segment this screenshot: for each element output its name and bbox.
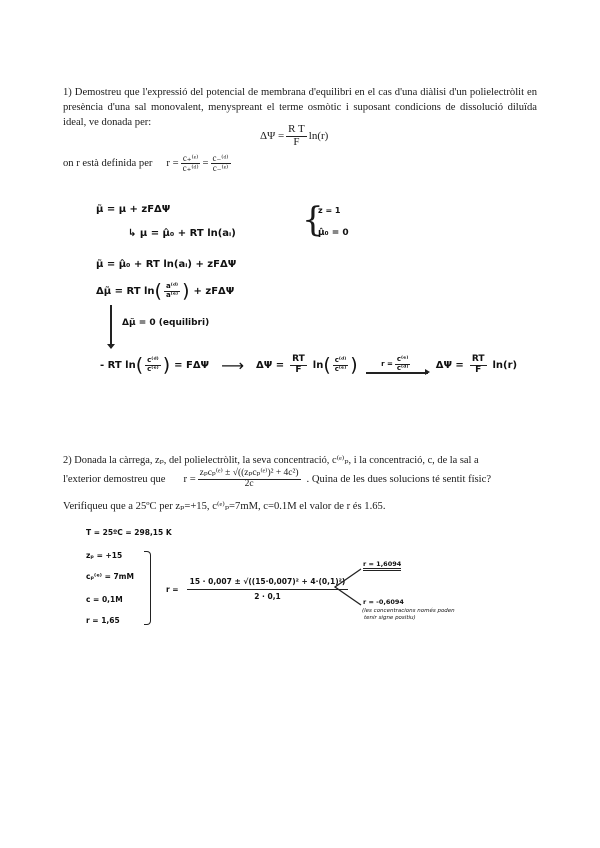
given-c: c = 0,1M	[86, 595, 123, 604]
open-paren: (	[135, 354, 144, 376]
problem1-statement: 1) Demostreu que l'expressió del potencial de membrana d'equilibri en el cas d'una diàlisi d'un polielectròlit en presència d'una sal monovalent, menyspreant el terme osmòtic i suposant condicions de dissolució diluïda ideal, ve donada per:	[63, 87, 537, 128]
fraction-numerator: c₊⁽ᵉ⁾	[182, 153, 199, 163]
formula-numerator: R T	[288, 123, 305, 135]
definition-fraction-1	[181, 154, 201, 174]
line2-suffix: . Quina de les dues solucions té sentit físic?	[306, 473, 492, 485]
problem2-line1: 2) Donada la càrrega, zₚ, del polielectròlit, la seva concentració, c⁽ᵉ⁾ₚ, i la concentració, c, de la sal a	[63, 455, 479, 466]
solution1-line3: μ̃ = μ̂₀ + RT ln(aᵢ) + zFΔΨ	[96, 259, 237, 270]
temperature: T = 25ºC = 298,15 K	[86, 528, 172, 537]
problem2-line2	[63, 469, 537, 490]
sign-note-line1: (les concentracions només poden	[362, 608, 455, 614]
formula-tail: ln(r)	[308, 130, 329, 143]
branch-icon	[333, 567, 363, 607]
fraction-numerator: RT	[471, 354, 485, 365]
line4-tail: + zFΔΨ	[193, 285, 235, 297]
fraction-numerator: c⁽ᵉ⁾	[396, 355, 409, 364]
line5-c-tail: ln(r)	[492, 359, 518, 371]
fraction-denominator: c₊⁽ᵈ⁾	[182, 163, 199, 174]
open-paren: (	[323, 354, 331, 376]
equilibrium-note: Δμ̃ = 0 (equilibri)	[122, 318, 210, 328]
arrow-label-fraction	[395, 356, 411, 372]
formula-fraction	[286, 124, 307, 148]
result-positive	[363, 560, 401, 568]
fraction-numerator: zₚcₚ⁽ᵉ⁾ ± √((zₚcₚ⁽ᵉ⁾)² + 4c²)	[199, 468, 299, 478]
fraction-denominator: c⁽ᵉ⁾	[334, 364, 347, 373]
solution1-line5	[100, 354, 517, 376]
givens-brace	[144, 551, 151, 625]
line4-lhs: Δμ̃ = RT ln	[96, 285, 155, 297]
formula-lhs: ΔΨ =	[260, 130, 285, 143]
substitution-arrow	[366, 356, 428, 373]
given-zp: zₚ = +15	[86, 551, 123, 560]
fraction-denominator: c⁽ᵉ⁾	[147, 364, 159, 373]
formula-r: r =	[183, 473, 196, 485]
given-cp: cₚ⁽ᵉ⁾ = 7mM	[86, 572, 134, 581]
sign-note-line2: tenir signe positiu)	[364, 615, 416, 621]
fraction-numerator: 15 · 0,007 ± √((15·0,007)² + 4·(0,1)²)	[187, 578, 349, 590]
line5-a: - RT ln	[100, 359, 136, 371]
definition-r: r =	[166, 158, 179, 170]
rt-over-f	[290, 355, 307, 375]
fraction-denominator: 2c	[244, 478, 254, 489]
fraction-denominator: c⁽ᵈ⁾	[396, 363, 409, 372]
numeric-fraction	[187, 578, 349, 601]
equilibrium-arrow-head	[107, 344, 115, 349]
fraction-numerator: RT	[292, 354, 305, 365]
fraction-numerator: c₋⁽ᵈ⁾	[212, 153, 229, 163]
conc-fraction-a	[145, 357, 161, 373]
problem2-line3: Verifiqueu que a 25ºC per zₚ=+15, c⁽ᵉ⁾ₚ=7mM, c=0.1M el valor de r és 1.65.	[63, 501, 386, 512]
conditions-brace: {	[302, 200, 324, 240]
formula-denominator: F	[293, 135, 300, 148]
solution1-line4	[96, 280, 234, 302]
fraction-denominator: F	[475, 364, 482, 375]
rt-over-f-final	[470, 355, 487, 375]
close-paren: )	[162, 354, 171, 376]
right-arrow-icon	[366, 372, 428, 374]
fraction-denominator: F	[295, 364, 302, 375]
solution1-line1: μ̃ = μ + zFΔΨ	[96, 204, 171, 215]
fraction-denominator: c₋⁽ᵉ⁾	[212, 163, 229, 174]
conc-fraction-b	[333, 357, 349, 373]
fraction-numerator: c⁽ᵈ⁾	[334, 356, 347, 365]
fraction-numerator: c⁽ᵈ⁾	[147, 356, 159, 365]
arrow-label	[381, 356, 412, 372]
definition-fraction-2	[211, 154, 231, 174]
arrow-label-r: r =	[381, 360, 393, 369]
result-positive-value: r = 1,6094	[363, 560, 401, 571]
line5-b: ΔΨ =	[256, 359, 285, 371]
condition-mu0: μ̂₀ = 0	[318, 228, 349, 238]
r-definition	[63, 154, 233, 174]
line5-a-tail: = FΔΨ	[174, 359, 210, 371]
fraction-denominator: a⁽ᵉ⁾	[165, 290, 179, 299]
formula-r: r =	[166, 584, 179, 594]
definition-equals: =	[202, 158, 209, 170]
open-paren: (	[154, 280, 162, 302]
right-arrow-icon: ⟶	[221, 355, 244, 375]
condition-z: z = 1	[318, 206, 341, 215]
equilibrium-arrow-line	[110, 305, 112, 348]
ln-label: ln	[312, 359, 324, 371]
quadratic-fraction	[198, 469, 301, 490]
definition-prefix: on r està definida per	[63, 158, 153, 170]
given-r: r = 1,65	[86, 616, 120, 625]
activity-fraction	[164, 283, 180, 299]
result-negative: r = -0,6094	[363, 598, 404, 606]
close-paren: )	[350, 354, 358, 376]
numeric-formula	[166, 578, 350, 601]
problem1-formula	[260, 124, 328, 148]
line2-prefix: l'exterior demostreu que	[63, 473, 166, 485]
close-paren: )	[182, 280, 190, 302]
solution1-line2: ↳ μ = μ̂₀ + RT ln(aᵢ)	[128, 228, 236, 239]
fraction-denominator: 2 · 0,1	[254, 591, 281, 601]
line5-c: ΔΨ =	[435, 359, 464, 371]
fraction-numerator: a⁽ᵈ⁾	[165, 282, 179, 291]
